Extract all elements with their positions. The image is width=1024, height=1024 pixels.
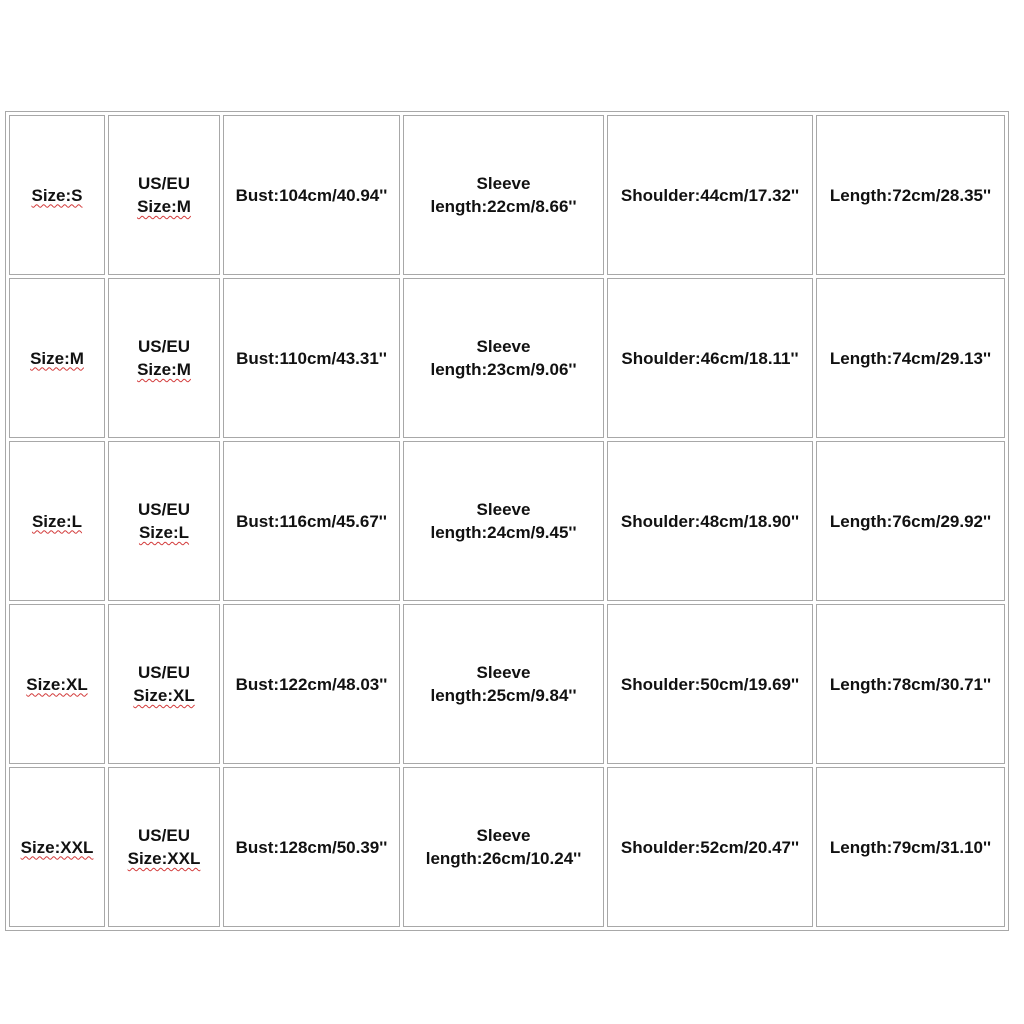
size-cell: [9, 115, 105, 275]
shoulder-value: Shoulder:50cm/19.69'': [620, 674, 800, 694]
us-eu-size-cell: [108, 767, 220, 927]
bust-cell: [223, 767, 400, 927]
table-row: [9, 115, 1005, 275]
size-label: Size:S: [31, 185, 83, 205]
shoulder-value: Shoulder:52cm/20.47'': [620, 837, 800, 857]
sleeve-value: length:25cm/9.84'': [430, 686, 577, 705]
us-eu-label: US/EU: [138, 826, 190, 845]
size-label: Size:M: [30, 348, 84, 368]
sleeve-label: Sleeve: [476, 663, 531, 682]
shoulder-value: Shoulder:44cm/17.32'': [620, 185, 800, 205]
shoulder-cell: [607, 115, 813, 275]
sleeve-value: length:23cm/9.06'': [430, 360, 577, 379]
bust-cell: [223, 441, 400, 601]
sleeve-cell: [403, 278, 604, 438]
length-value: Length:72cm/28.35'': [829, 185, 992, 205]
sleeve-cell: [403, 115, 604, 275]
bust-cell: [223, 604, 400, 764]
length-value: Length:74cm/29.13'': [829, 348, 992, 368]
us-eu-size-cell: [108, 441, 220, 601]
shoulder-value: Shoulder:48cm/18.90'': [620, 511, 800, 531]
size-cell: [9, 441, 105, 601]
size-label: Size:XXL: [20, 837, 94, 857]
us-eu-label: US/EU: [138, 174, 190, 193]
bust-value: Bust:122cm/48.03'': [235, 674, 388, 694]
length-cell: [816, 115, 1005, 275]
us-eu-size-label: Size:M: [137, 360, 191, 379]
sleeve-cell: [403, 767, 604, 927]
table-row: [9, 441, 1005, 601]
us-eu-size-label: Size:M: [137, 197, 191, 216]
size-cell: [9, 604, 105, 764]
length-value: Length:79cm/31.10'': [829, 837, 992, 857]
sleeve-value: length:22cm/8.66'': [430, 197, 577, 216]
bust-cell: [223, 115, 400, 275]
bust-value: Bust:116cm/45.67'': [236, 511, 387, 531]
shoulder-cell: [607, 278, 813, 438]
length-cell: [816, 278, 1005, 438]
table-row: [9, 767, 1005, 927]
length-cell: [816, 604, 1005, 764]
shoulder-value: Shoulder:46cm/18.11'': [621, 348, 799, 368]
size-label: Size:XL: [26, 674, 88, 694]
bust-value: Bust:128cm/50.39'': [235, 837, 388, 857]
sleeve-value: length:24cm/9.45'': [430, 523, 577, 542]
length-value: Length:76cm/29.92'': [829, 511, 992, 531]
sleeve-label: Sleeve: [476, 174, 531, 193]
shoulder-cell: [607, 767, 813, 927]
shoulder-cell: [607, 604, 813, 764]
us-eu-label: US/EU: [138, 663, 190, 682]
length-cell: [816, 767, 1005, 927]
sleeve-cell: [403, 604, 604, 764]
bust-cell: [223, 278, 400, 438]
table-row: [9, 278, 1005, 438]
bust-value: Bust:104cm/40.94'': [235, 185, 388, 205]
sleeve-label: Sleeve: [476, 337, 531, 356]
us-eu-size-label: Size:L: [138, 523, 190, 542]
sleeve-cell: [403, 441, 604, 601]
us-eu-size-cell: [108, 604, 220, 764]
us-eu-size-label: Size:XL: [133, 686, 195, 705]
us-eu-size-cell: [108, 115, 220, 275]
us-eu-size-label: Size:XXL: [127, 849, 201, 868]
size-cell: [9, 767, 105, 927]
sleeve-label: Sleeve: [476, 500, 531, 519]
size-label: Size:L: [31, 511, 83, 531]
length-value: Length:78cm/30.71'': [829, 674, 992, 694]
length-cell: [816, 441, 1005, 601]
size-cell: [9, 278, 105, 438]
shoulder-cell: [607, 441, 813, 601]
us-eu-label: US/EU: [138, 500, 190, 519]
us-eu-label: US/EU: [138, 337, 190, 356]
bust-value: Bust:110cm/43.31'': [236, 348, 387, 368]
table-row: [9, 604, 1005, 764]
size-chart-table: [5, 111, 1009, 931]
sleeve-value: length:26cm/10.24'': [425, 849, 582, 868]
us-eu-size-cell: [108, 278, 220, 438]
sleeve-label: Sleeve: [476, 826, 531, 845]
